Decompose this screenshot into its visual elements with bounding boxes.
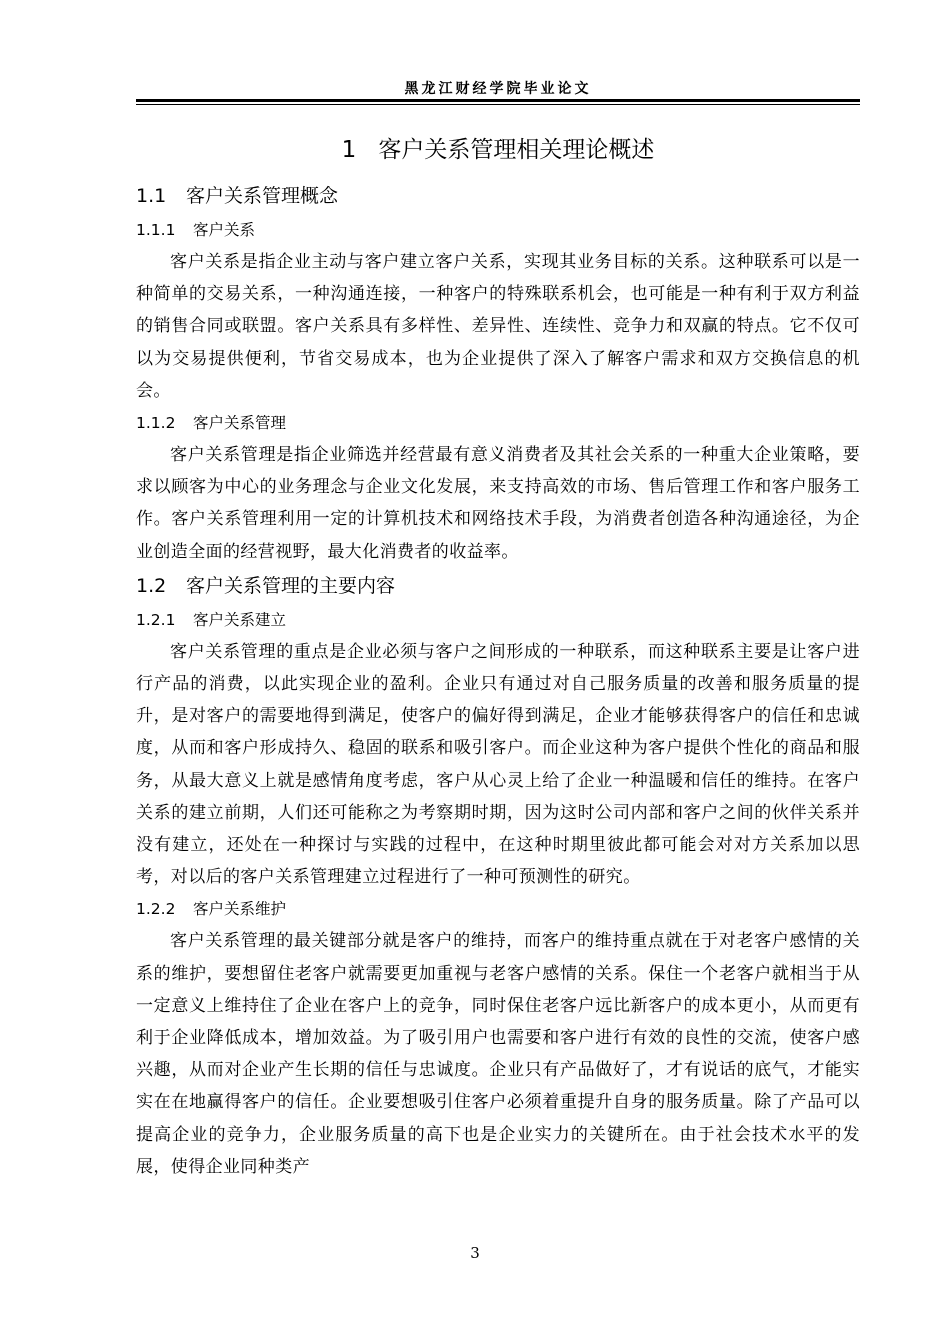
subsection-number: 1.2.2 [136, 900, 176, 919]
subsection-title: 客户关系建立 [193, 610, 287, 629]
header-rule-thin [136, 104, 860, 105]
subsection-heading [136, 407, 860, 439]
chapter-number: 1 [341, 137, 357, 163]
subsection-title: 客户关系 [193, 221, 256, 239]
subsection-title: 客户关系维护 [193, 900, 287, 919]
section-title: 客户关系管理概念 [186, 185, 339, 207]
body-paragraph: 客户关系管理的最关键部分就是客户的维持，而客户的维持重点就在于对老客户感情的关系的维护，要想留住老客户就需要更加重视与老客户感情的关系。保住一个老客户就相当于从一定意义上维持住了企业在客户上的竞争，同时保住老客户远比新客户的成本更小，从而更有利于企业降低成本，增加效益。为了吸引用户也需要和客户进行有效的良性的交流，使客户感兴趣，从而对企业产生长期的信任与忠诚度。企业只有产品做好了，才有说话的底气，才能实实在在地赢得客户的信任。企业要想吸引住客户必须着重提升自身的服务质量。除了产品可以提高企业的竞争力，企业服务质量的高下也是企业实力的关键所在。由于社会技术水平的发展，使得企业同种类产 [136, 931, 860, 1177]
section-heading [136, 568, 860, 604]
subsection-heading [136, 604, 860, 636]
section-number: 1.2 [136, 574, 167, 597]
running-header: 黑龙江财经学院毕业论文 [404, 81, 592, 97]
subsection-number: 1.1.2 [136, 414, 176, 433]
section-number: 1.1 [136, 185, 167, 207]
subsection-number: 1.2.1 [136, 610, 176, 629]
body-paragraph: 客户关系管理的重点是企业必须与客户之间形成的一种联系，而这种联系主要是让客户进行产品的消费，以此实现企业的盈利。企业只有通过对自己服务质量的改善和服务质量的提升，是对客户的需要地得到满足，使客户的偏好得到满足，企业才能够获得客户的信任和忠诚度，从而和客户形成持久、稳固的联系和吸引客户。而企业这种为客户提供个性化的商品和服务，从最大意义上就是感情角度考虑，客户从心灵上给了企业一种温暖和信任的维持。在客户关系的建立前期，人们还可能称之为考察期时期，因为这时公司内部和客户之间的伙伴关系并没有建立，还处在一种探讨与实践的过程中，在这种时期里彼此都可能会对对方关系加以思考，对以后的客户关系管理建立过程进行了一种可预测性的研究。 [136, 641, 860, 888]
page-number: 3 [470, 1244, 480, 1262]
chapter-heading [136, 128, 860, 172]
subsection-number: 1.1.1 [136, 221, 176, 239]
body-paragraph: 客户关系管理是指企业筛选并经营最有意义消费者及其社会关系的一种重大企业策略，要求以顾客为中心的业务理念与企业文化发展，来支持高效的市场、售后管理工作和客户服务工作。客户关系管理利用一定的计算机技术和网络技术手段，为消费者创造各种沟通途径，为企业创造全面的经营视野，最大化消费者的收益率。 [136, 445, 860, 562]
body-paragraph: 客户关系是指企业主动与客户建立客户关系，实现其业务目标的关系。这种联系可以是一种简单的交易关系，一种沟通连接，一种客户的特殊联系机会，也可能是一种有利于双方利益的销售合同或联盟。客户关系具有多样性、差异性、连续性、竞争力和双赢的特点。它不仅可以为交易提供便利，节省交易成本，也为企业提供了深入了解客户需求和双方交换信息的机会。 [136, 252, 860, 401]
section-heading [136, 178, 860, 214]
subsection-heading [136, 214, 860, 246]
section-title: 客户关系管理的主要内容 [186, 574, 396, 597]
page-body [136, 128, 860, 1183]
subsection-heading [136, 893, 860, 925]
chapter-title: 客户关系管理相关理论概述 [378, 137, 655, 163]
header-rule-thick [136, 99, 860, 102]
subsection-title: 客户关系管理 [193, 414, 287, 433]
